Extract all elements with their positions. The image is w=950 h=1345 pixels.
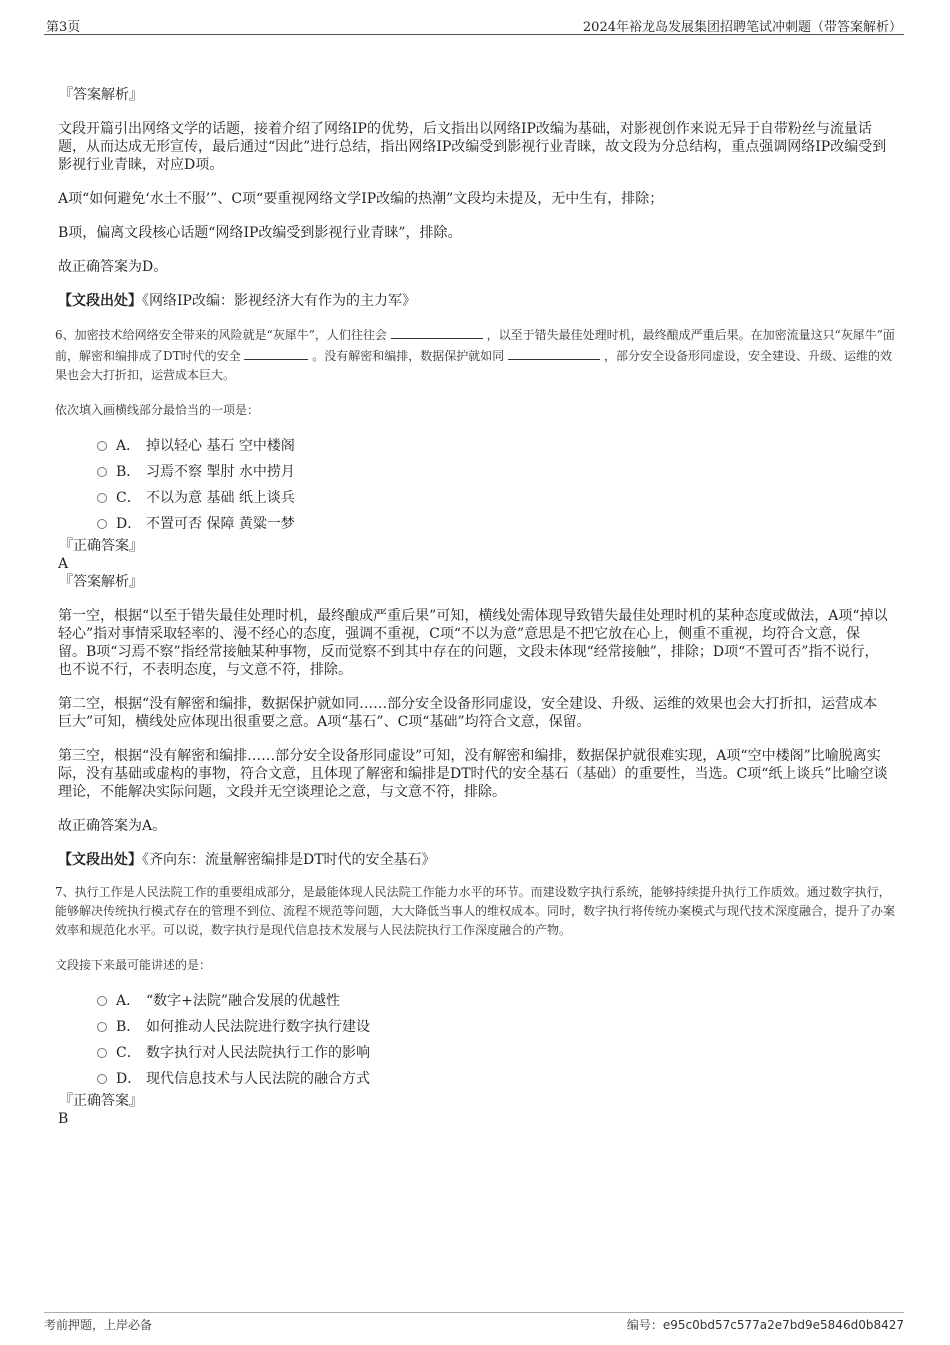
question-stem: 7、执行工作是人民法院工作的重要组成部分，是最能体现人民法院工作能力水平的环节。而建设数字执行系统，能够持续提升执行工作质效。通过数字执行，能够解决传统执行模式存在的管理不到位、流程不规范等问题，大大降低当事人的维权成本。同时，数字执行将传统办案模式与现代技术深度融合，提升了办案效率和规范化水平。可以说，数字执行是现代信息技术发展与人民法院执行工作深度融合的产物。 <box>55 885 896 937</box>
source-title: 《网络IP改编：影视经济大有作为的主力军》 <box>142 293 416 309</box>
document-title: 2024年裕龙岛发展集团招聘笔试冲刺题（带答案解析） <box>582 20 902 35</box>
correct-answer-label: 『正确答案』 <box>59 538 143 554</box>
answer-conclusion: 故正确答案为D。 <box>58 259 168 275</box>
document-code <box>627 1316 904 1333</box>
footer-slogan: 考前押题，上岸必备 <box>44 1318 153 1332</box>
analysis-paragraph: A项“如何避免‘水土不服’”、C项“要重视网络文学IP改编的热潮”文段均未提及，无中生有，排除； <box>58 191 664 207</box>
analysis-label: 『答案解析』 <box>59 574 143 590</box>
fill-blank <box>508 345 600 360</box>
page-footer <box>44 1312 904 1332</box>
answer-conclusion: 故正确答案为A。 <box>58 818 167 834</box>
radio-icon[interactable] <box>97 493 107 503</box>
analysis-paragraph: 第三空，根据“没有解密和编排……部分安全设备形同虚设”可知，没有解密和编排，数据保护就很难实现，A项“空中楼阁”比喻脱离实际，没有基础或虚构的事物，符合文意，且体现了解密和编排是DT时代的安全基石（基础）的重要性，当选。C项“纸上谈兵”比喻空谈理论，不能解决实际问题，文段并无空谈理论之意，与文意不符，排除。 <box>58 748 888 800</box>
option-a[interactable]: A． 掉以轻心 基石 空中楼阁 <box>97 433 905 459</box>
option-d[interactable]: D． 不置可否 保障 黄粱一梦 <box>97 511 905 537</box>
question-prompt: 文段接下来最可能讲述的是： <box>55 958 212 972</box>
code-value: e95c0bd57c577a2e7bd9e5846d0b8427 <box>662 1318 904 1332</box>
option-c[interactable]: C． 数字执行对人民法院执行工作的影响 <box>97 1040 905 1066</box>
correct-answer: B <box>58 1111 69 1127</box>
option-c[interactable]: C． 不以为意 基础 纸上谈兵 <box>97 485 905 511</box>
radio-icon[interactable] <box>97 1022 107 1032</box>
radio-icon[interactable] <box>97 1074 107 1084</box>
document-body <box>55 86 905 1128</box>
analysis-label: 『答案解析』 <box>59 87 143 103</box>
source-citation <box>58 851 905 869</box>
source-label: 【文段出处】 <box>58 293 142 309</box>
source-citation <box>58 292 905 310</box>
radio-icon[interactable] <box>97 996 107 1006</box>
question-stem: 6、加密技术给网络安全带来的风险就是“灰犀牛”，人们往往会 ，以至于错失最佳处理时机，最终酿成严重后果。在加密流量这只“灰犀牛”面前，解密和编排成了DT时代的安全 。没有解密和编排，数据保护就如同 ，部分安全设备形同虚设，安全建设、升级、运维的效果也会大打折扣，运营成本巨大。 <box>55 324 900 385</box>
option-b[interactable]: B． 习焉不察 掣肘 水中捞月 <box>97 459 905 485</box>
radio-icon[interactable] <box>97 519 107 529</box>
fill-blank <box>391 324 483 339</box>
page-header <box>44 14 904 35</box>
correct-answer-label: 『正确答案』 <box>59 1093 143 1109</box>
question-prompt: 依次填入画横线部分最恰当的一项是： <box>55 403 260 417</box>
radio-icon[interactable] <box>97 1048 107 1058</box>
option-list <box>55 988 905 1092</box>
analysis-paragraph: B项，偏离文段核心话题“网络IP改编受到影视行业青睐”，排除。 <box>58 225 462 241</box>
page-number: 第3页 <box>46 20 81 35</box>
radio-icon[interactable] <box>97 467 107 477</box>
radio-icon[interactable] <box>97 441 107 451</box>
option-list <box>55 433 905 537</box>
correct-answer: A <box>58 556 69 572</box>
option-b[interactable]: B． 如何推动人民法院进行数字执行建设 <box>97 1014 905 1040</box>
fill-blank <box>244 345 308 360</box>
code-label: 编号： <box>626 1318 663 1332</box>
analysis-paragraph: 第一空，根据“以至于错失最佳处理时机，最终酿成严重后果”可知，横线处需体现导致错失最佳处理时机的某种态度或做法，A项“掉以轻心”指对事情采取轻率的、漫不经心的态度，强调不重视，C项“不以为意”意思是不把它放在心上，侧重不重视，均符合文意，保留。B项“习焉不察”指经常接触某种事物，反而觉察不到其中存在的问题，文段未体现“经常接触”，排除；D项“不置可否”指不说行，也不说不行，不表明态度，与文意不符，排除。 <box>58 608 888 678</box>
option-a[interactable]: A． “数字+法院”融合发展的优越性 <box>97 988 905 1014</box>
analysis-paragraph: 第二空，根据“没有解密和编排，数据保护就如同……部分安全设备形同虚设，安全建设、升级、运维的效果也会大打折扣，运营成本巨大”可知，横线处应体现出很重要之意。A项“基石”、C项“基础”均符合文意，保留。 <box>58 696 878 730</box>
option-d[interactable]: D． 现代信息技术与人民法院的融合方式 <box>97 1066 905 1092</box>
source-title: 《齐向东：流量解密编排是DT时代的安全基石》 <box>142 852 436 868</box>
analysis-paragraph: 文段开篇引出网络文学的话题，接着介绍了网络IP的优势，后文指出以网络IP改编为基础，对影视创作来说无异于自带粉丝与流量话题，从而达成无形宣传，最后通过“因此”进行总结，指出网络IP改编受到影视行业青睐，故文段为分总结构，重点强调网络IP改编受到影视行业青睐，对应D项。 <box>58 121 887 173</box>
source-label: 【文段出处】 <box>58 852 142 868</box>
